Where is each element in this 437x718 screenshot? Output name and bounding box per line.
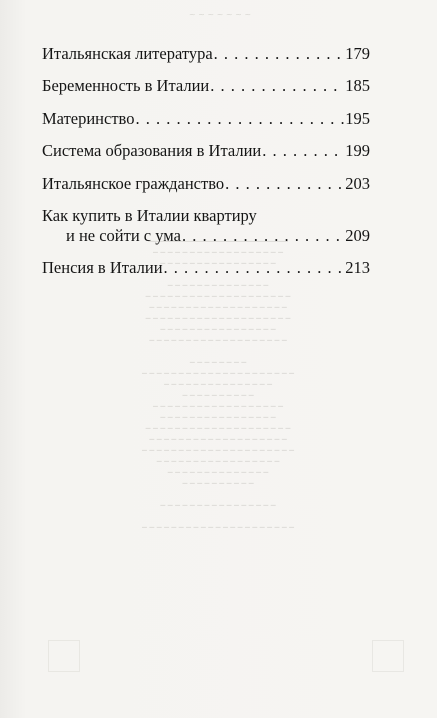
toc-leader-dots xyxy=(182,226,344,246)
toc-entry xyxy=(42,174,370,194)
toc-entry-page: 203 xyxy=(345,173,370,193)
toc-entry-page: 179 xyxy=(345,44,370,63)
toc-entry-title-line1: Как купить в Италии квартиру xyxy=(42,205,257,225)
toc-leader-dots xyxy=(164,258,345,278)
toc-entry xyxy=(42,76,370,96)
toc-entry xyxy=(42,141,370,161)
toc-entry-title: Беременность в Италии xyxy=(42,76,210,96)
toc-entry-page: 195 xyxy=(345,108,370,128)
toc-entry-page: 199 xyxy=(345,141,370,161)
toc-leader-dots xyxy=(225,174,344,194)
toc-entry xyxy=(42,44,370,64)
toc-leader-dots xyxy=(210,76,344,96)
toc-entry-title-line2: и не сойти с ума xyxy=(66,225,181,245)
toc-entry-page: 213 xyxy=(345,258,370,278)
bleed-through-text: ~ ~ ~ ~ ~ ~ ~ xyxy=(188,10,252,19)
toc-entry-page: 185 xyxy=(345,76,370,96)
toc-leader-dots xyxy=(214,44,345,64)
toc-entry-title: Итальянская литература xyxy=(42,44,213,63)
toc-entry xyxy=(42,206,370,246)
table-of-contents xyxy=(42,44,370,291)
bleed-qr-left xyxy=(48,640,80,672)
toc-entry-page: 209 xyxy=(345,225,370,245)
toc-entry-title: Пенсия в Италии xyxy=(42,258,163,278)
bleed-through-imprint: ───────────────────────────── ─ ─ ─ ─ ─ ─ ─ ─ ─ ─ ─ ─ ─ ─ ─ ─ ─ ─ ─ ─ ─ ─ ─ ─ ─ ─ ─ ─ ─ ─ ─ ─ ─ ─ ─ ─ ─ ─ ─ ─ ─ ─ ─ ─ ─ ─ ─ ─ ─ ─ ─ ─ ─ ─ ─ ─ ─ ─ ─ ─ ─ ─ ─ ─ ─ ─ ─ ─ ─ ─ ─ ─ ─ ─ ─ ─ ─ ─ ─ ─ ─ ─ ─ ─ ─ ─ ─ ─ ─ ─ ─ ─ ─ ─ ─ ─ ─ ─ ─ ─ ─ ─ ─ ─ ─ ─ ─ ─ ─ ─ ─ ─ ─ ─ ─ ─ ─ ─ ─ ─ ─ ─ ─ ─ ─ ─ ─ ─ ─ ─ ─ ─ ─ ─ ─ ─ ─ ─ ─ ─ ─ ─ ─ ─ ─ ─ ─ ─ ─ ─ ─ ─ ─ ─ ─ ─ ─ ─ ─ ─ ─ ─ ─ ─ ─ ─ ─ ─ ─ ─ ─ ─ ─ ─ ─ ─ ─ ─ ─ ─ ─ ─ ─ ─ ─ ─ ─ ─ ─ ─ ─ ─ ─ ─ ─ ─ ─ ─ ─ ─ ─ ─ ─ ─ ─ ─ ─ ─ ─ ─ ─ ─ ─ ─ ─ ─ ─ ─ ─ ─ ─ ─ ─ ─ ─ ─ ─ ─ ─ ─ ─ ─ ─ ─ ─ ─ ─ ─ ─ ─ ─ ─ ─ ─ ─ ─ ─ ─ ─ ─ ─ ─ ─ ─ ─ ─ ─ ─ ─ ─ ─ ─ ─ ─ ─ ─ ─ ─ ─ ─ ─ ─ ─ ─ ─ ─ ─ ─ ─ ─ ─ ─ ─ ─ ─ ─ ─ ─ ─ ─ ─ ─ ─ ─ ─ ─ ─ ─ ─ ─ ─ ─ ─ ─ ─ ─ ─ ─ ─ ─ ─ ─ ─ ─ ─ ─ ─ ─ ─ ─ ─ ─ ─ ─ ─ ─ ─ ─ ─ ─ ─ ─ ─ ─ ─ ─ ─ ─ ─ ─ ─ ─ ─ ─ ─ ─ ─ ─ ─ ─ ─ ─ ─ ─ ─ ─ ─ ─ ─ ─ ─ ─ ─ ─ ─ ─ ─ ─ xyxy=(141,237,294,532)
toc-entry-title: Итальянское гражданство xyxy=(42,173,225,193)
toc-entry-title: Система образования в Италии xyxy=(42,141,262,161)
bleed-qr-right xyxy=(372,640,404,672)
toc-leader-dots xyxy=(262,141,344,161)
toc-entry xyxy=(42,109,370,129)
toc-entry xyxy=(42,258,370,278)
toc-entry-title: Материнство xyxy=(42,108,135,128)
toc-leader-dots xyxy=(135,109,344,129)
